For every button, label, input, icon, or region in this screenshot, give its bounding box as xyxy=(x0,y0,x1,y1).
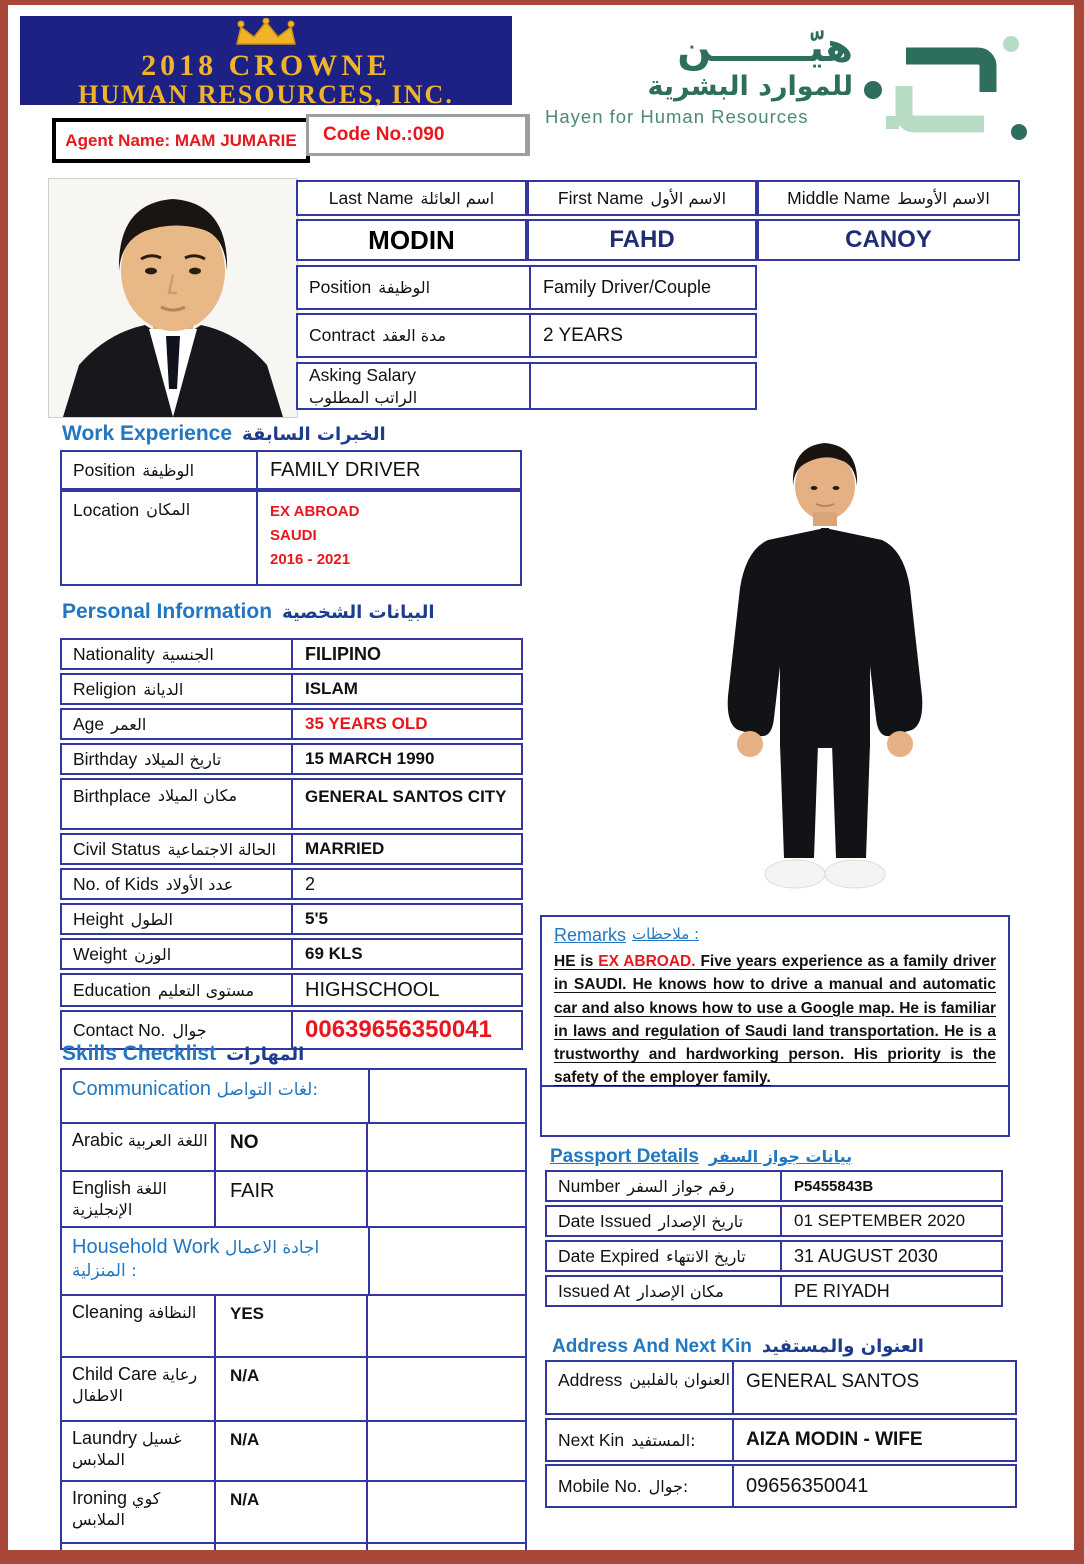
we-location-line3: 2016 - 2021 xyxy=(270,551,351,568)
skill-label-ar: اللغة العربية xyxy=(127,1131,208,1150)
passport-label-ar: رقم جواز السفر xyxy=(627,1176,735,1196)
passport-issued-at-value: PE RIYADH xyxy=(794,1280,890,1301)
last-name-label-ar: اسم العائلة xyxy=(420,188,495,208)
pi-value-contact: 00639656350041 xyxy=(305,1016,492,1043)
passport-label: Date Expired xyxy=(558,1245,660,1266)
passport-label-ar: تاريخ الانتهاء xyxy=(666,1246,746,1266)
pi-label-ar: عدد الأولاد xyxy=(165,874,234,894)
we-location-label-ar: المكان xyxy=(146,500,191,519)
passport-label: Issued At xyxy=(558,1280,630,1301)
remarks-title xyxy=(554,925,699,946)
passport-heading xyxy=(550,1146,852,1168)
skills-table xyxy=(60,1068,527,1564)
last-name-header-cell xyxy=(296,180,527,216)
we-location-line1: EX ABROAD xyxy=(270,503,360,520)
skills-row-cleaning xyxy=(62,1294,525,1356)
skills-row-laundry xyxy=(62,1420,525,1480)
skill-label-ar: النظافة xyxy=(147,1303,197,1322)
skill-value: N/A xyxy=(216,1358,368,1420)
kin-row-next-kin xyxy=(545,1418,1017,1462)
applicant-headshot-photo xyxy=(48,178,298,418)
kin-label: Next Kin xyxy=(558,1429,625,1450)
kin-row-address xyxy=(545,1360,1017,1415)
pi-row-civil-status xyxy=(60,833,523,865)
hayen-arabic-subtitle: للموارد البشرية xyxy=(647,71,853,102)
kin-label: Mobile No. xyxy=(558,1475,642,1496)
skill-section-label-ar: لغات التواصل: xyxy=(216,1080,319,1100)
pi-row-birthplace xyxy=(60,778,523,830)
skill-check-cell xyxy=(368,1422,525,1480)
skill-check-cell xyxy=(368,1296,525,1356)
banner-title-line2: HUMAN RESOURCES, INC. xyxy=(78,80,454,109)
page-border-left xyxy=(0,0,8,1564)
first-name-label-ar: الاسم الأول xyxy=(650,188,727,208)
first-name-value: FAHD xyxy=(527,219,757,261)
skill-section-label: Household Work xyxy=(72,1236,220,1258)
pi-row-height xyxy=(60,903,523,935)
hayen-arabic-name: هيّـــــــن xyxy=(677,25,853,71)
pi-value-height: 5'5 xyxy=(305,909,328,928)
passport-number-value: P5455843B xyxy=(794,1177,874,1195)
skill-check-cell xyxy=(368,1482,525,1542)
pi-value-nationality: FILIPINO xyxy=(305,643,381,664)
next-kin-heading xyxy=(552,1336,924,1358)
pi-label-ar: الحالة الاجتماعية xyxy=(167,839,276,859)
work-experience-title: Work Experience xyxy=(62,422,233,445)
middle-name-label-ar: الاسم الأوسط xyxy=(897,188,990,208)
pi-row-kids xyxy=(60,868,523,900)
skill-label-ar: رعاية الاطفال xyxy=(72,1365,198,1405)
skills-row-arabic xyxy=(62,1122,525,1170)
skills-title-ar: المهارات xyxy=(226,1044,305,1065)
position-row xyxy=(296,265,757,310)
contract-row xyxy=(296,313,757,358)
crown-icon xyxy=(229,18,303,51)
skill-section-label-ar: اجادة الاعمال المنزلية : xyxy=(72,1238,320,1281)
passport-row-number xyxy=(545,1170,1003,1202)
pi-label: Birthday xyxy=(73,748,138,769)
kin-row-mobile xyxy=(545,1464,1017,1508)
remarks-lead: HE is xyxy=(554,953,599,970)
work-experience-title-ar: الخبرات السابقة xyxy=(242,424,386,445)
middle-name-label: Middle Name xyxy=(787,187,891,208)
banner-title-line1: 2018 CROWNE xyxy=(141,49,391,82)
pi-label: Contact No. xyxy=(73,1019,166,1040)
skill-label: Ironing xyxy=(72,1488,128,1508)
first-name-label: First Name xyxy=(557,187,644,208)
skill-label: Laundry xyxy=(72,1428,138,1448)
remarks-paragraph xyxy=(554,950,996,1090)
passport-label: Date Issued xyxy=(558,1210,652,1231)
skill-label: English xyxy=(72,1178,132,1198)
applicant-fullbody-photo xyxy=(680,428,970,906)
page-border-top xyxy=(0,0,1084,5)
hayen-logo-text xyxy=(545,26,853,128)
skills-row-household xyxy=(62,1226,525,1294)
kin-label: Address xyxy=(558,1370,623,1390)
kin-label-ar: المستفيد: xyxy=(631,1430,696,1450)
page-border-bottom xyxy=(0,1550,1084,1564)
pi-row-birthday xyxy=(60,743,523,775)
skill-label-ar: كوي الملابس xyxy=(72,1489,161,1529)
passport-title-ar: بيانات جواز السفر xyxy=(708,1147,853,1166)
pi-value-age: 35 YEARS OLD xyxy=(305,714,428,733)
position-label-ar: الوظيفة xyxy=(378,278,431,297)
pi-label: Civil Status xyxy=(73,838,161,859)
pi-row-religion xyxy=(60,673,523,705)
personal-info-title: Personal Information xyxy=(62,600,273,623)
passport-date-expired-value: 31 AUGUST 2030 xyxy=(794,1245,938,1266)
pi-row-age xyxy=(60,708,523,740)
next-kin-title-ar: العنوان والمستفيد xyxy=(761,1336,924,1357)
middle-name-value: CANOY xyxy=(757,219,1020,261)
code-no-box: Code No.:090 xyxy=(306,114,530,156)
pi-value-kids: 2 xyxy=(305,873,316,894)
pi-label-ar: مكان الميلاد xyxy=(157,786,238,805)
pi-row-education xyxy=(60,973,523,1007)
remarks-box xyxy=(540,915,1010,1137)
position-value: Family Driver/Couple xyxy=(543,277,712,297)
last-name-label: Last Name xyxy=(328,187,414,208)
skill-label: Cleaning xyxy=(72,1302,144,1322)
personal-info-title-ar: البيانات الشخصية xyxy=(282,602,435,623)
passport-date-issued-value: 01 SEPTEMBER 2020 xyxy=(794,1211,966,1230)
skill-label: Arabic xyxy=(72,1130,124,1150)
hayen-logo-icon xyxy=(862,30,1028,153)
we-position-row xyxy=(60,450,522,490)
middle-name-header-cell xyxy=(757,180,1020,216)
passport-row-issued-at xyxy=(545,1275,1003,1307)
remarks-empty-section xyxy=(542,1089,1008,1135)
pi-value-education: HIGHSCHOOL xyxy=(305,978,440,1001)
skills-row-ironing xyxy=(62,1480,525,1542)
hayen-english-subtitle: Hayen for Human Resources xyxy=(545,106,809,127)
passport-row-expired xyxy=(545,1240,1003,1272)
remarks-content xyxy=(542,917,1008,1087)
skills-row-childcare xyxy=(62,1356,525,1420)
pi-label: Weight xyxy=(73,943,128,964)
pi-label: Education xyxy=(73,979,151,1000)
asking-salary-label: Asking Salary xyxy=(309,365,416,385)
passport-label-ar: تاريخ الإصدار xyxy=(658,1211,744,1231)
skill-check-cell xyxy=(368,1172,525,1226)
pi-label-ar: مستوى التعليم xyxy=(157,980,255,1000)
passport-label-ar: مكان الإصدار xyxy=(637,1281,724,1301)
kin-next-kin-value: AIZA MODIN - WIFE xyxy=(746,1429,923,1450)
skills-title: Skills Checklist xyxy=(62,1042,217,1065)
remarks-body: Five years experience as a family driver in SAUDI. He knows how to drive a manual and automatic car and also knows how to use a Google map. He is familiar in laws and regulation of Saudi land transportation. He is a trustworthy and hardworking person. His priority is the safety of the employer family. xyxy=(554,953,996,1087)
pi-value-religion: ISLAM xyxy=(305,679,358,698)
pi-label: Height xyxy=(73,908,124,929)
pi-label-ar: العمر xyxy=(111,714,147,734)
last-name-value: MODIN xyxy=(296,219,527,261)
pi-label-ar: جوال xyxy=(172,1020,207,1040)
we-position-label: Position xyxy=(73,459,136,480)
remarks-highlight: EX ABROAD. xyxy=(598,953,696,970)
asking-salary-value xyxy=(531,364,755,408)
skill-label-ar: اللغة الإنجليزية xyxy=(72,1179,167,1219)
skills-row-communication xyxy=(62,1070,525,1122)
contract-label: Contract xyxy=(309,325,376,345)
skill-check-cell xyxy=(368,1124,525,1170)
remarks-title-ar: ملاحظات : xyxy=(632,925,700,943)
first-name-header-cell xyxy=(527,180,757,216)
pi-value-weight: 69 KLS xyxy=(305,944,363,963)
kin-label-ar: جوال: xyxy=(648,1476,689,1496)
kin-label-ar: العنوان بالفلبين xyxy=(629,1370,731,1389)
kin-address-value: GENERAL SANTOS xyxy=(746,1371,920,1392)
pi-label-ar: تاريخ الميلاد xyxy=(144,749,222,769)
skill-label: Child Care xyxy=(72,1364,158,1384)
pi-label: Nationality xyxy=(73,643,155,664)
pi-row-weight xyxy=(60,938,523,970)
skill-label-ar: غسيل الملابس xyxy=(72,1429,182,1469)
contract-value: 2 YEARS xyxy=(543,324,623,346)
skills-row-english xyxy=(62,1170,525,1226)
skill-section-label: Communication xyxy=(72,1078,211,1100)
skill-value: NO xyxy=(216,1124,368,1170)
passport-label: Number xyxy=(558,1175,621,1196)
skill-check-cell xyxy=(370,1070,525,1122)
work-experience-heading xyxy=(62,422,386,446)
pi-label-ar: الوزن xyxy=(134,944,172,964)
skill-value: FAIR xyxy=(216,1172,368,1226)
we-location-line2: SAUDI xyxy=(270,527,317,544)
skills-heading xyxy=(62,1042,304,1066)
personal-info-heading xyxy=(62,600,435,624)
kin-mobile-value: 09656350041 xyxy=(746,1474,869,1497)
pi-row-nationality xyxy=(60,638,523,670)
skill-check-cell xyxy=(370,1228,525,1294)
crowne-banner xyxy=(20,16,512,109)
pi-label-ar: الديانة xyxy=(143,679,184,699)
pi-value-birthplace: GENERAL SANTOS CITY xyxy=(305,787,507,806)
asking-salary-label-ar: الراتب المطلوب xyxy=(309,388,418,407)
skill-value: YES xyxy=(216,1296,368,1356)
next-kin-title: Address And Next Kin xyxy=(552,1336,752,1357)
pi-label-ar: الطول xyxy=(130,909,173,929)
pi-label-ar: الجنسية xyxy=(161,644,214,664)
pi-label: No. of Kids xyxy=(73,873,159,894)
pi-label: Religion xyxy=(73,678,137,699)
page-border-right xyxy=(1074,0,1084,1564)
pi-value-civil-status: MARRIED xyxy=(305,839,385,858)
we-position-value: FAMILY DRIVER xyxy=(270,458,421,481)
contract-label-ar: مدة العقد xyxy=(382,326,447,345)
remarks-title-en: Remarks xyxy=(554,925,627,945)
pi-label: Birthplace xyxy=(73,786,151,806)
passport-title: Passport Details xyxy=(550,1146,699,1167)
pi-label: Age xyxy=(73,713,105,734)
skill-value: N/A xyxy=(216,1422,368,1480)
we-location-row xyxy=(60,490,522,586)
pi-value-birthday: 15 MARCH 1990 xyxy=(305,749,435,768)
agent-name-box: Agent Name: MAM JUMARIE xyxy=(52,118,310,163)
asking-salary-row xyxy=(296,362,757,410)
skill-value: N/A xyxy=(216,1482,368,1542)
we-location-label: Location xyxy=(73,500,140,520)
passport-row-issued xyxy=(545,1205,1003,1237)
skill-check-cell xyxy=(368,1358,525,1420)
position-label: Position xyxy=(309,277,372,297)
we-position-label-ar: الوظيفة xyxy=(142,460,195,480)
